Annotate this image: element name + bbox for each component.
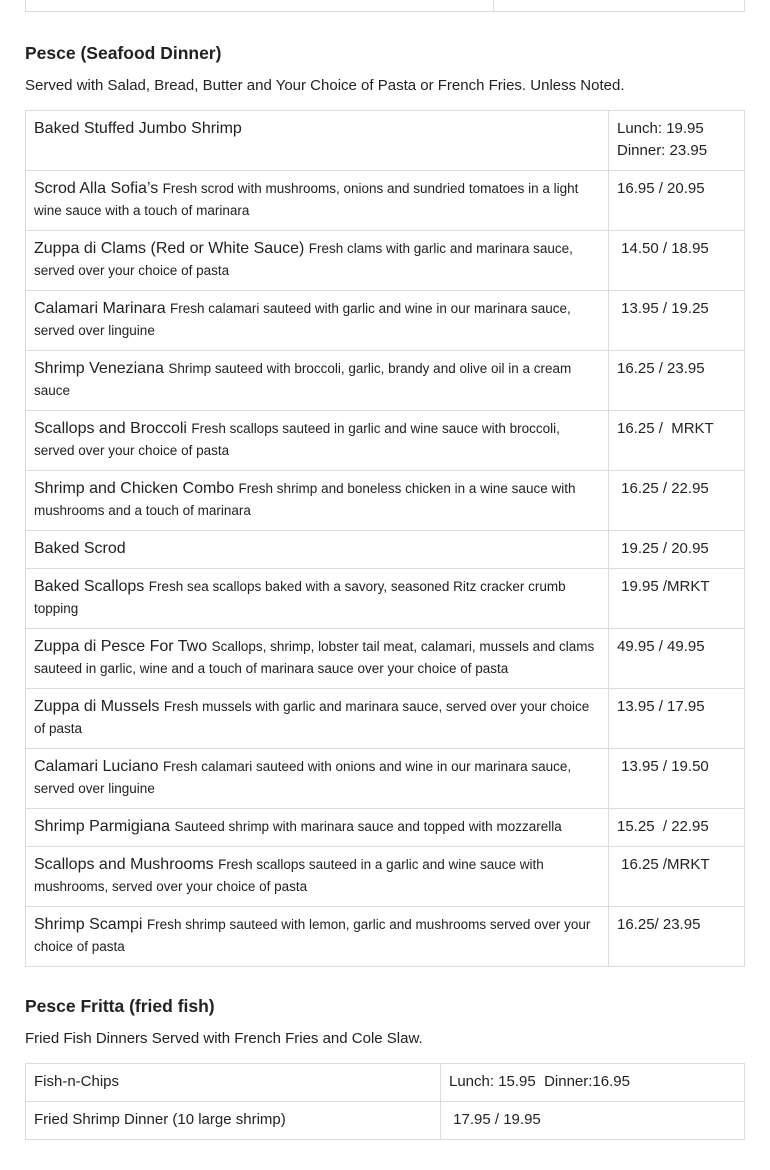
item-price: 13.95 / 19.25	[617, 300, 709, 317]
item-description: Fresh scallops sauteed in garlic and wine sauce with broccoli, served over your choice of pasta	[34, 421, 560, 458]
item-price: 49.95 / 49.95	[617, 638, 705, 655]
item-cell	[26, 749, 609, 809]
item-price: 16.25 / 22.95	[617, 480, 709, 497]
item-price: Lunch: 15.95 Dinner:16.95	[449, 1073, 630, 1090]
item-price: 19.25 / 20.95	[617, 540, 709, 557]
item-description: Fresh shrimp and boneless chicken in a wine sauce with mushrooms and a touch of marinara	[34, 481, 576, 518]
item-cell	[26, 531, 609, 569]
item-description: Shrimp sauteed with broccoli, garlic, brandy and olive oil in a cream sauce	[34, 361, 572, 398]
item-cell	[26, 111, 609, 171]
table-row	[26, 0, 745, 12]
lunch-price: Lunch: 19.95	[617, 120, 704, 137]
item-cell	[26, 847, 609, 907]
item-cell	[26, 1064, 441, 1102]
table-row	[26, 171, 745, 231]
item-price: 19.95 /MRKT	[617, 578, 710, 595]
item-price: 13.95 / 19.50	[617, 758, 709, 775]
item-cell	[26, 171, 609, 231]
fried-section-title: Pesce Fritta (fried fish)	[25, 996, 215, 1016]
item-cell	[26, 1102, 441, 1140]
price-cell	[609, 531, 745, 569]
table-row	[26, 629, 745, 689]
table-row	[26, 231, 745, 291]
item-price: 16.25/ 23.95	[617, 916, 701, 933]
table-row	[26, 1102, 745, 1140]
item-cell	[26, 411, 609, 471]
item-name: Shrimp Veneziana	[34, 360, 164, 377]
item-price: 15.25 / 22.95	[617, 818, 709, 835]
item-description: Scallops, shrimp, lobster tail meat, calamari, mussels and clams sauteed in garlic, wine and a touch of marinara sauce over your choice of pasta	[34, 639, 595, 676]
item-cell	[26, 569, 609, 629]
table-row	[26, 1064, 745, 1102]
item-name: Shrimp Scampi	[34, 916, 143, 933]
item-description: Fresh calamari sauteed with garlic and wine in our marinara sauce, served over linguine	[34, 301, 571, 338]
item-description: Fresh calamari sauteed with onions and wine in our marinara sauce, served over linguine	[34, 759, 572, 796]
price-cell	[609, 471, 745, 531]
item-name: Calamari Marinara	[34, 300, 166, 317]
item-description: Fresh mussels with garlic and marinara sauce, served over your choice of pasta	[34, 699, 590, 736]
item-name: Calamari Luciano	[34, 758, 159, 775]
item-cell	[26, 231, 609, 291]
table-cell	[494, 0, 745, 12]
item-price: 16.95 / 20.95	[617, 180, 705, 197]
item-cell	[26, 689, 609, 749]
table-row	[26, 291, 745, 351]
price-cell	[441, 1064, 745, 1102]
price-cell	[609, 847, 745, 907]
item-description: Fresh shrimp sauteed with lemon, garlic and mushrooms served over your choice of pasta	[34, 917, 591, 954]
table-row	[26, 809, 745, 847]
item-name: Shrimp Parmigiana	[34, 818, 171, 835]
item-name: Scrod Alla Sofia’s	[34, 180, 159, 197]
table-row	[26, 907, 745, 967]
fried-menu-table	[25, 1063, 745, 1140]
item-description: Fresh sea scallops baked with a savory, seasoned Ritz cracker crumb topping	[34, 579, 566, 616]
item-description: Fresh clams with garlic and marinara sauce, served over your choice of pasta	[34, 241, 573, 278]
table-row	[26, 471, 745, 531]
seafood-section-title: Pesce (Seafood Dinner)	[25, 43, 222, 63]
price-cell	[609, 171, 745, 231]
item-name: Shrimp and Chicken Combo	[34, 480, 235, 497]
seafood-menu-table	[25, 110, 745, 967]
item-price: 16.25 /MRKT	[617, 856, 710, 873]
price-cell	[609, 689, 745, 749]
table-row	[26, 689, 745, 749]
item-cell	[26, 351, 609, 411]
price-cell	[609, 411, 745, 471]
table-row	[26, 111, 745, 171]
previous-table-fragment	[25, 0, 745, 12]
item-cell	[26, 291, 609, 351]
table-row	[26, 351, 745, 411]
price-cell	[609, 569, 745, 629]
item-name: Zuppa di Clams (Red or White Sauce)	[34, 240, 305, 257]
item-name: Baked Scallops	[34, 578, 145, 595]
price-cell	[609, 231, 745, 291]
table-cell	[26, 0, 494, 12]
item-cell	[26, 471, 609, 531]
price-cell	[609, 291, 745, 351]
table-row	[26, 531, 745, 569]
price-cell	[609, 351, 745, 411]
table-row	[26, 411, 745, 471]
table-row	[26, 749, 745, 809]
price-cell	[609, 749, 745, 809]
item-cell	[26, 629, 609, 689]
item-name: Scallops and Mushrooms	[34, 856, 214, 873]
item-name: Zuppa di Mussels	[34, 698, 160, 715]
price-cell	[441, 1102, 745, 1140]
item-name: Baked Stuffed Jumbo Shrimp	[34, 120, 242, 137]
price-cell	[609, 809, 745, 847]
item-price: 14.50 / 18.95	[617, 240, 709, 257]
item-name: Fish-n-Chips	[34, 1073, 120, 1090]
menu-page	[25, 0, 745, 1140]
item-price: 13.95 / 17.95	[617, 698, 705, 715]
dinner-price: Dinner: 23.95	[617, 142, 708, 159]
item-cell	[26, 809, 609, 847]
fried-section-note: Fried Fish Dinners Served with French Fries and Cole Slaw.	[25, 1030, 423, 1047]
item-name: Zuppa di Pesce For Two	[34, 638, 208, 655]
table-row	[26, 847, 745, 907]
price-cell	[609, 907, 745, 967]
price-cell	[609, 111, 745, 171]
item-description: Fresh scallops sauteed in a garlic and wine sauce with mushrooms, served over your choice of pasta	[34, 857, 544, 894]
item-description: Sauteed shrimp with marinara sauce and topped with mozzarella	[174, 819, 562, 834]
item-name: Fried Shrimp Dinner (10 large shrimp)	[34, 1111, 286, 1128]
item-name: Baked Scrod	[34, 540, 126, 557]
item-name: Scallops and Broccoli	[34, 420, 187, 437]
price-cell	[609, 629, 745, 689]
item-description: Fresh scrod with mushrooms, onions and sundried tomatoes in a light wine sauce with a touch of marinara	[34, 181, 579, 218]
item-price: 17.95 / 19.95	[449, 1111, 541, 1128]
seafood-section-note: Served with Salad, Bread, Butter and Your Choice of Pasta or French Fries. Unless Noted.	[25, 77, 625, 94]
table-row	[26, 569, 745, 629]
item-price: 16.25 / 23.95	[617, 360, 705, 377]
item-cell	[26, 907, 609, 967]
item-price: 16.25 / MRKT	[617, 420, 714, 437]
